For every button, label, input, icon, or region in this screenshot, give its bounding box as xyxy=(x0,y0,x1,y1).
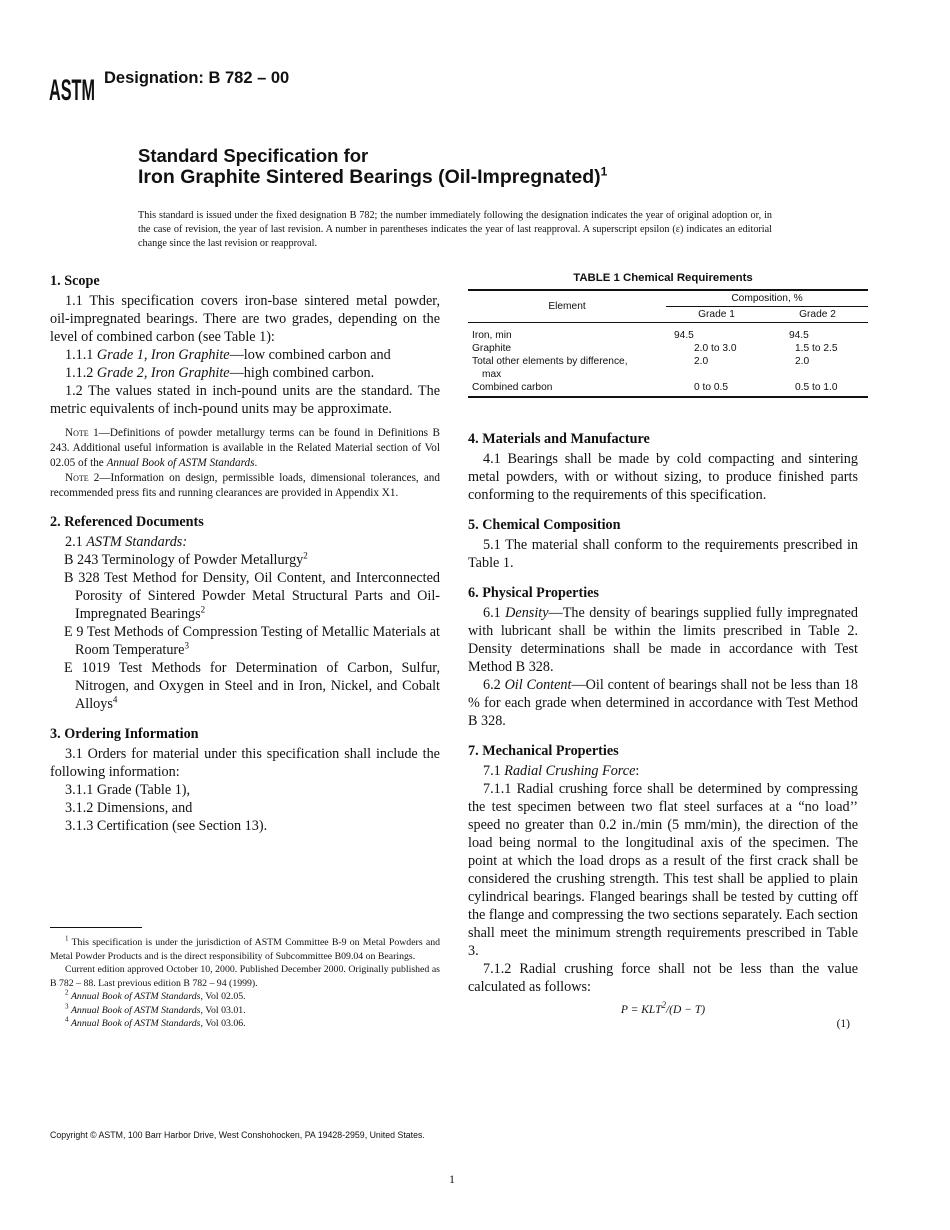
text: —high combined carbon. xyxy=(229,365,375,381)
ref-e1019 xyxy=(50,659,440,713)
para-7-1-1: 7.1.1 Radial crushing force shall be determined by compressing the test specimen between two flat steel surfaces at a “no load’’ speed no greater than 0.2 in./min (5 mm/min), the direction of the load being normal to the longitudinal axis of the specimen. The point at which the load drops as a result of the first crack shall be considered the crushing strength. This test shall be applied to plain cylindrical bearings. Flanged bearings shall be tested by cutting off the flange and compressing the two sections separately. Each section shall meet the minimum strength requirements prescribed in Table 3. xyxy=(468,781,858,959)
footnote-num: 4 xyxy=(65,1015,69,1024)
row-other-g2: 2.0 xyxy=(795,356,810,367)
footnote-1b: Current edition approved October 10, 2000. Published December 2000. Originally published as B 782 – 88. Last previous edition B 782 – 94 (1999). xyxy=(50,964,440,989)
para-2-1 xyxy=(50,533,440,551)
title-line2 xyxy=(138,166,607,189)
num: 6.2 xyxy=(483,677,501,693)
para-1-1-2 xyxy=(50,364,440,382)
text: —Oil content of bearings shall not be less than 18 % for each grade when determined in accordance with Test Method B 328. xyxy=(468,677,859,729)
text: Total other elements by difference, xyxy=(472,356,628,367)
row-iron-g1: 94.5 xyxy=(674,330,694,341)
para-1-1-1 xyxy=(50,346,440,364)
para-4-1: 4.1 Bearings shall be made by cold compacting and sintering metal powders, with or without sizing, to produce finished parts conforming to the requirements of this specification. xyxy=(468,451,858,503)
note-2 xyxy=(50,471,440,501)
para-7-1-2: 7.1.2 Radial crushing force shall not be less than the value calculated as follows: xyxy=(468,961,858,995)
text: Annual Book of ASTM Standards xyxy=(70,991,201,1002)
row-iron-el: Iron, min xyxy=(472,330,512,341)
text: Annual Book of ASTM Standards xyxy=(70,1004,201,1016)
term: Oil Content xyxy=(504,677,572,693)
row-other-el xyxy=(468,355,666,381)
grade1-term: Grade 1, Iron Graphite xyxy=(96,347,230,363)
text: Annual Book of ASTM Standards xyxy=(106,457,255,469)
title-line1: Standard Specification for xyxy=(138,145,369,166)
para-5-1: 5.1 The material shall conform to the requirements prescribed in Table 1. xyxy=(468,537,858,571)
footnote-num: 2 xyxy=(65,988,69,997)
title-footnote-ref: 1 xyxy=(600,164,608,179)
text: , Vol 03.06. xyxy=(200,1018,246,1029)
text: . xyxy=(254,457,258,469)
note-label: Note xyxy=(65,472,89,484)
text: —The density of bearings supplied fully impregnated with lubricant shall be within the limits prescribed in Table 2. Density determinations shall be made in accordance with Test Method B 328. xyxy=(468,605,858,675)
left-column xyxy=(50,272,440,835)
ordering-heading: 3. Ordering Information xyxy=(50,726,199,742)
equation-1 xyxy=(468,1000,858,1016)
row-carbon-el: Combined carbon xyxy=(472,382,553,393)
astm-logo xyxy=(47,66,97,108)
footnotes xyxy=(50,936,440,1031)
text: , Vol 03.01. xyxy=(200,1004,246,1016)
logo-text: ASTM xyxy=(49,74,95,107)
para-1-2: 1.2 The values stated in inch-pound units are the standard. The metric equivalents of inch-pound units may be approximate. xyxy=(50,383,440,417)
footnote-4 xyxy=(50,1017,440,1031)
equation-number: (1) xyxy=(836,1018,850,1030)
text: 1—Definitions of powder metallurgy terms can be found in Definitions B 243. Additional useful information is available in the Related Material section of Vol 02.05 of the xyxy=(50,427,440,469)
col-grade2: Grade 2 xyxy=(767,307,868,323)
row-iron-g2: 94.5 xyxy=(789,330,809,341)
text: 2—Information on design, permissible loads, dimensional tolerances, and recommended press fits and running clearances are provided in Appendix X1. xyxy=(50,472,440,499)
standard-notice: This standard is issued under the fixed designation B 782; the number immediately following the designation indicates the year of original adoption or, in the case of revision, the year of last revision. A number in parentheses indicates the year of last reapproval. A superscript epsilon (ε) indicates an editorial change since the last revision or reapproval. xyxy=(138,210,772,249)
footnote-num: 1 xyxy=(65,934,69,943)
eq-right: /(D − T) xyxy=(665,1004,706,1016)
para-3-1-2: 3.1.2 Dimensions, and xyxy=(65,800,193,816)
para-6-1 xyxy=(468,604,858,676)
row-other-g1: 2.0 xyxy=(694,356,709,367)
para-1-1: 1.1 This specification covers iron-base sintered metal powder, oil-impregnated bearings. There are two grades, depending on the level of combined carbon (see Table 1): xyxy=(50,293,440,345)
num: 2.1 xyxy=(65,534,83,550)
text: —low combined carbon and xyxy=(229,347,391,363)
term: Density xyxy=(505,605,549,621)
designation: Designation: B 782 – 00 xyxy=(104,69,290,87)
term: Radial Crushing Force xyxy=(504,763,636,779)
text: ASTM Standards: xyxy=(86,534,188,550)
copyright: Copyright © ASTM, 100 Barr Harbor Drive, West Conshohocken, PA 19428-2959, United States. xyxy=(50,1130,425,1140)
footnote-divider xyxy=(50,927,142,928)
text: Annual Book of ASTM Standards xyxy=(70,1018,201,1029)
text: B 243 Terminology of Powder Metallurgy xyxy=(64,552,304,568)
text: E 1019 Test Methods for Determination of Carbon, Sulfur, Nitrogen, and Oxygen in Steel and in Iron, Nickel, and Cobalt Alloys xyxy=(64,660,440,712)
para-6-2 xyxy=(468,676,858,730)
num: 6.1 xyxy=(483,605,501,621)
row-graphite-el: Graphite xyxy=(472,343,512,354)
chemical-heading: 5. Chemical Composition xyxy=(468,517,621,533)
footnote-3 xyxy=(50,1004,440,1018)
para-3-1-3: 3.1.3 Certification (see Section 13). xyxy=(65,818,268,834)
num: 7.1 xyxy=(483,763,501,779)
ref-b243 xyxy=(50,551,440,569)
refdocs-heading: 2. Referenced Documents xyxy=(50,514,204,530)
note-label: Note xyxy=(65,427,89,439)
text: This specification is under the jurisdiction of ASTM Committee B-9 on Metal Powders and Metal Powder Products and is the direct responsibility of Subcommittee B09.04 on Bearings. xyxy=(50,937,440,962)
footnote-ref: 2 xyxy=(200,604,206,615)
ref-b328 xyxy=(50,569,440,623)
table1-title: TABLE 1 Chemical Requirements xyxy=(573,272,753,284)
row-carbon-g1: 0 to 0.5 xyxy=(694,382,728,393)
row-graphite-g2: 1.5 to 2.5 xyxy=(795,343,838,354)
physical-heading: 6. Physical Properties xyxy=(468,585,599,601)
footnote-2 xyxy=(50,990,440,1004)
text: E 9 Test Methods of Compression Testing of Metallic Materials at Room Temperature xyxy=(64,624,440,658)
grade2-term: Grade 2, Iron Graphite xyxy=(96,365,230,381)
ref-e9 xyxy=(50,623,440,659)
footnote-ref: 3 xyxy=(184,640,189,651)
num: 1.1.2 xyxy=(65,365,94,381)
text: max xyxy=(482,369,502,380)
col-composition: Composition, % xyxy=(666,290,868,307)
col-grade1: Grade 1 xyxy=(666,307,767,323)
scope-heading: 1. Scope xyxy=(50,273,100,289)
text: , Vol 02.05. xyxy=(200,991,246,1002)
mechanical-heading: 7. Mechanical Properties xyxy=(468,743,619,759)
text: B 328 Test Method for Density, Oil Content, and Interconnected Porosity of Sintered Powder Metal Structural Parts and Oil-Impregnated Bearings xyxy=(64,570,440,622)
title-text: Iron Graphite Sintered Bearings (Oil-Impregnated) xyxy=(138,166,601,188)
text: : xyxy=(635,763,640,779)
page-number: 1 xyxy=(449,1172,455,1186)
col-element: Element xyxy=(468,290,666,323)
eq-exponent: 2 xyxy=(661,1000,666,1011)
eq-left: P = KLT xyxy=(620,1004,662,1016)
row-carbon-g2: 0.5 to 1.0 xyxy=(795,382,838,393)
row-graphite-g1: 2.0 to 3.0 xyxy=(694,343,737,354)
footnote-ref: 4 xyxy=(112,694,118,705)
para-3-1-1: 3.1.1 Grade (Table 1), xyxy=(65,782,191,798)
footnote-1 xyxy=(50,936,440,963)
footnote-num: 3 xyxy=(65,1002,69,1011)
para-3-1: 3.1 Orders for material under this specification shall include the following information: xyxy=(50,746,440,780)
table1 xyxy=(468,289,868,398)
footnote-ref: 2 xyxy=(303,550,308,561)
num: 1.1.1 xyxy=(65,347,94,363)
materials-heading: 4. Materials and Manufacture xyxy=(468,431,650,447)
right-column xyxy=(468,272,858,1030)
para-7-1 xyxy=(468,762,858,780)
note-1 xyxy=(50,426,440,471)
